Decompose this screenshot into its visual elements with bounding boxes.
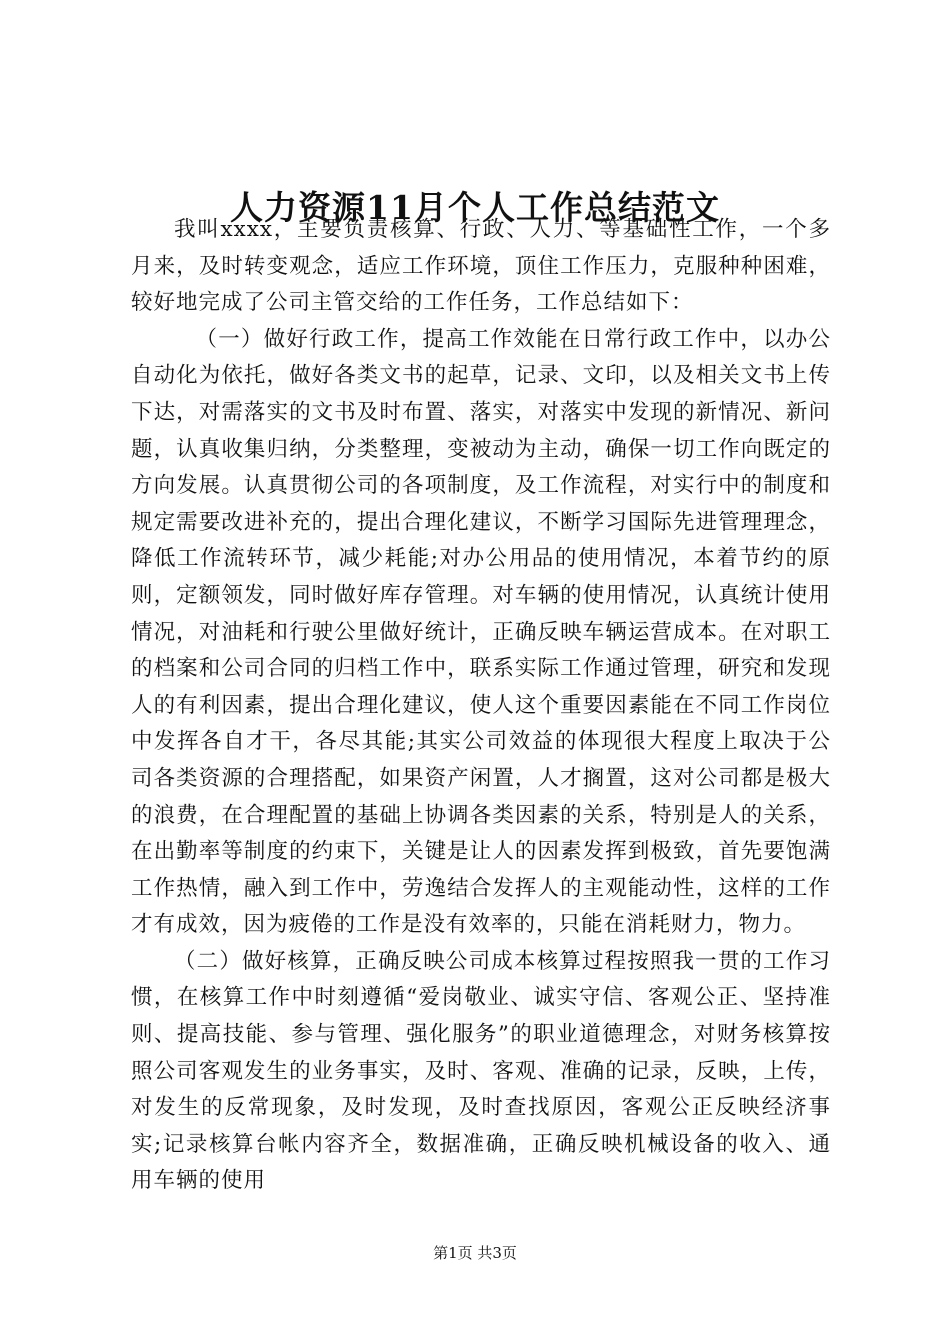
document-title: 人力资源11月个人工作总结范文 [230,188,720,227]
document-body [131,212,831,1200]
paragraph-section-1: （一）做好行政工作，提高工作效能在日常行政工作中，以办公自动化为依托，做好各类文书的起草，记录、文印，以及相关文书上传下达，对需落实的文书及时布置、落实，对落实中发现的新情况、新问题，认真收集归纳，分类整理，变被动为主动，确保一切工作向既定的方向发展。认真贯彻公司的各项制度，及工作流程，对实行中的制度和规定需要改进补充的，提出合理化建议，不断学习国际先进管理理念，降低工作流转环节，减少耗能;对办公用品的使用情况，本着节约的原则，定额领发，同时做好库存管理。对车辆的使用情况，认真统计使用情况，对油耗和行驶公里做好统计，正确反映车辆运营成本。在对职工的档案和公司合同的归档工作中，联系实际工作通过管理，研究和发现人的有利因素，提出合理化建议，使人这个重要因素能在不同工作岗位中发挥各自才干，各尽其能;其实公司效益的体现很大程度上取决于公司各类资源的合理搭配，如果资产闲置，人才搁置，这对公司都是极大的浪费，在合理配置的基础上协调各类因素的关系，特别是人的关系，在出勤率等制度的约束下，关键是让人的因素发挥到极致，首先要饱满工作热情，融入到工作中，劳逸结合发挥人的主观能动性，这样的工作才有成效，因为疲倦的工作是没有效率的，只能在消耗财力，物力。 [131,326,831,938]
paragraph-section-2: （二）做好核算，正确反映公司成本核算过程按照我一贯的工作习惯，在核算工作中时刻遵循“爱岗敬业、诚实守信、客观公正、坚持准则、提高技能、参与管理、强化服务”的职业道德理念，对财务核算按照公司客观发生的业务事实，及时、客观、准确的记录，反映，上传，对发生的反常现象，及时发现，及时查找原因，客观公正反映经济事实;记录核算台帐内容齐全，数据准确，正确反映机械设备的收入、通用车辆的使用 [131,948,831,1194]
page-footer: 第1页 共3页 [433,1244,517,1262]
paragraph-intro: 我叫xxxx，主要负责核算、行政、人力、等基础性工作，一个多月来，及时转变观念，适应工作环境，顶住工作压力，克服种种困难，较好地完成了公司主管交给的工作任务，工作总结如下： [131,217,831,316]
